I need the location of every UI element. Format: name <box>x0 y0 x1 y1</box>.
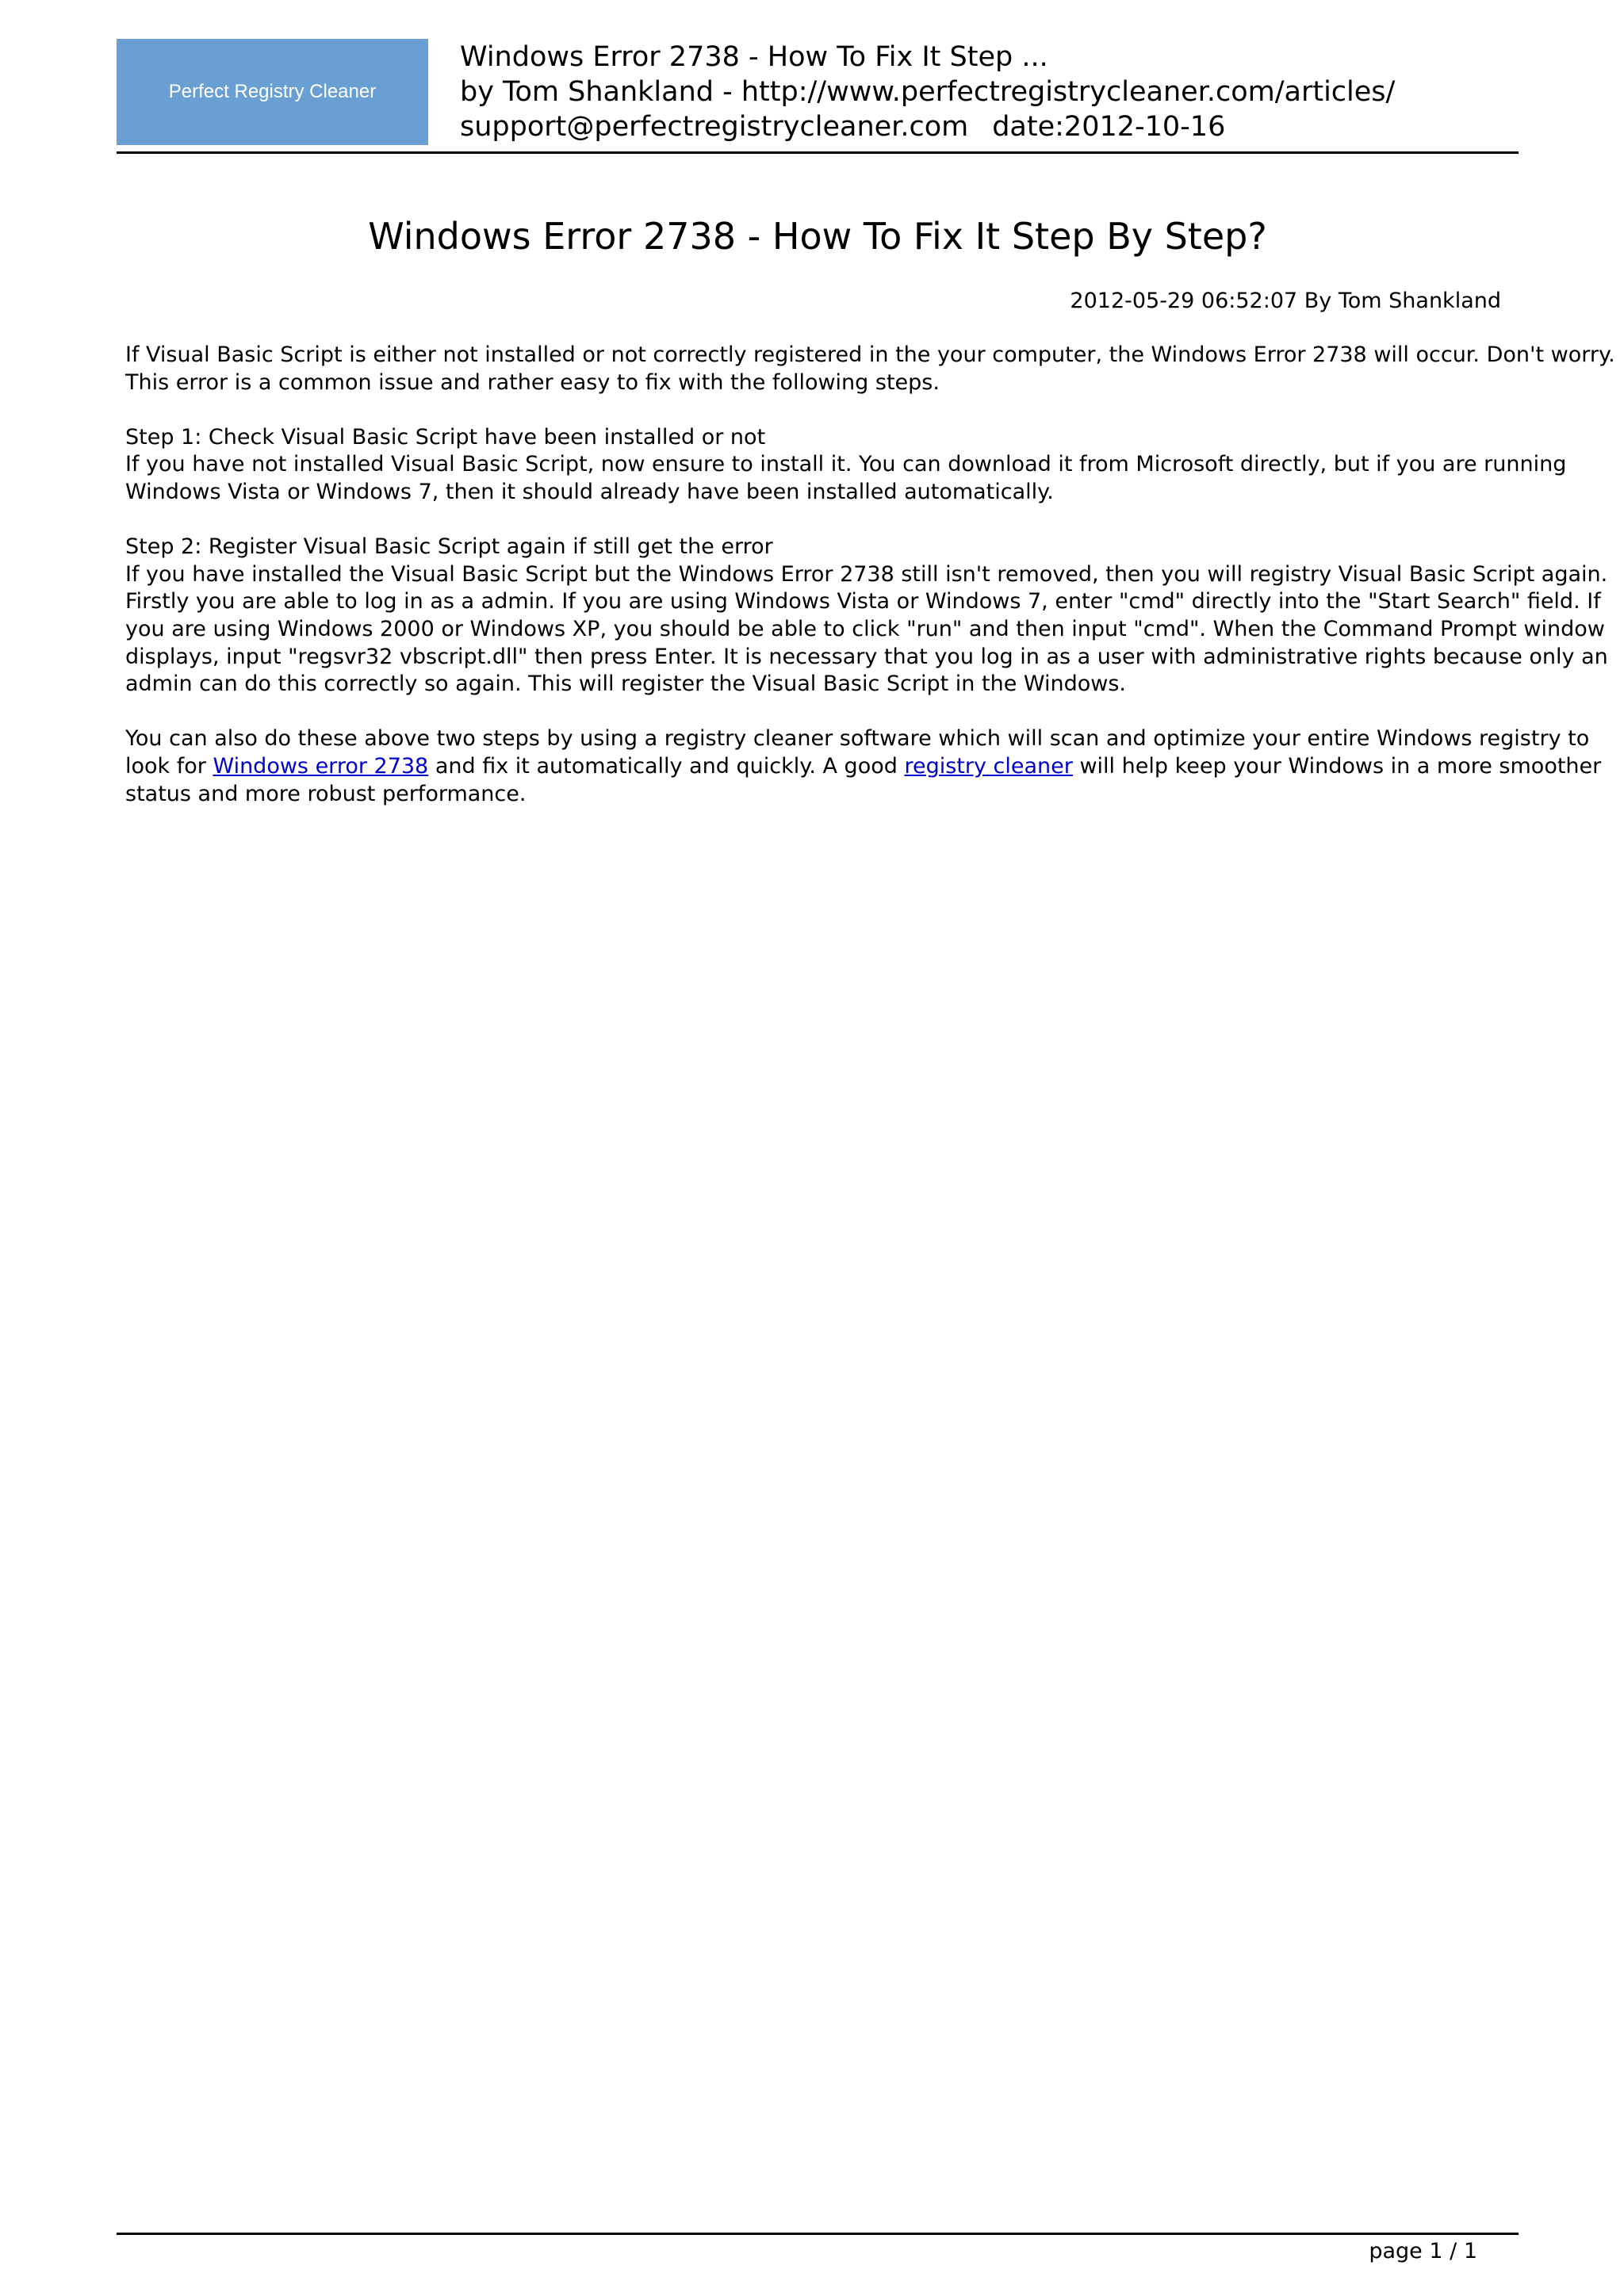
footer-divider <box>117 2233 1519 2235</box>
text-line: status and more robust performance. <box>125 781 527 806</box>
step2-heading: Step 2: Register Visual Basic Script again if still get the error <box>125 534 773 560</box>
text-fragment: look for <box>125 753 213 779</box>
site-logo <box>117 39 428 145</box>
header-byline: by Tom Shankland - http://www.perfectregistrycleaner.com/articles/ <box>460 76 1396 108</box>
header-date: date:2012-10-16 <box>992 111 1226 143</box>
text-line: you are using Windows 2000 or Windows XP, you should be able to click "run" and then input "cmd". When the Command Prompt window <box>125 616 1605 641</box>
text-line: admin can do this correctly so again. This will register the Visual Basic Script in the Windows. <box>125 672 1126 697</box>
intro-paragraph <box>125 342 1615 396</box>
header-email: support@perfectregistrycleaner.com <box>460 111 969 143</box>
windows-error-2738-link[interactable]: Windows error 2738 <box>213 753 429 779</box>
article-body <box>125 342 1615 836</box>
header-divider <box>117 151 1519 154</box>
header-doc-title: Windows Error 2738 - How To Fix It Step ... <box>460 41 1048 73</box>
step1-heading: Step 1: Check Visual Basic Script have been installed or not <box>125 424 766 450</box>
article-dateline: 2012-05-29 06:52:07 By Tom Shankland <box>1070 289 1501 313</box>
step1-paragraph <box>125 424 1567 507</box>
logo-text: Perfect Registry Cleaner <box>168 81 377 102</box>
text-line: Windows Vista or Windows 7, then it should already have been installed automatically. <box>125 479 1054 504</box>
document-header <box>460 40 1515 144</box>
text-line: displays, input "regsvr32 vbscript.dll" then press Enter. It is necessary that you log in as a user with administrative rights because only an <box>125 644 1608 669</box>
text-line: If you have installed the Visual Basic Script but the Windows Error 2738 still isn't removed, then you will registry Visual Basic Script again. <box>125 561 1608 587</box>
text-line: If you have not installed Visual Basic Script, now ensure to install it. You can download it from Microsoft directly, but if you are running <box>125 452 1567 477</box>
step2-paragraph <box>125 534 1608 698</box>
text-line-with-links <box>125 753 1602 781</box>
text-fragment: and fix it automatically and quickly. A good <box>428 753 905 779</box>
registry-cleaner-link[interactable]: registry cleaner <box>904 753 1073 779</box>
article-title: Windows Error 2738 - How To Fix It Step By Step? <box>368 215 1267 258</box>
text-line: If Visual Basic Script is either not installed or not correctly registered in the your computer, the Windows Error 2738 will occur. Don't worry. <box>125 342 1615 367</box>
header-contact-line <box>460 109 1515 144</box>
text-line: Firstly you are able to log in as a admin. If you are using Windows Vista or Windows 7, enter "cmd" directly into the "Start Search" field. If <box>125 589 1601 614</box>
text-line: You can also do these above two steps by using a registry cleaner software which will scan and optimize your entire Windows registry to <box>125 726 1590 752</box>
page-number: page 1 / 1 <box>1369 2239 1477 2263</box>
text-line: This error is a common issue and rather easy to fix with the following steps. <box>125 369 940 395</box>
closing-paragraph <box>125 725 1602 808</box>
text-fragment: will help keep your Windows in a more smoother <box>1072 753 1602 779</box>
